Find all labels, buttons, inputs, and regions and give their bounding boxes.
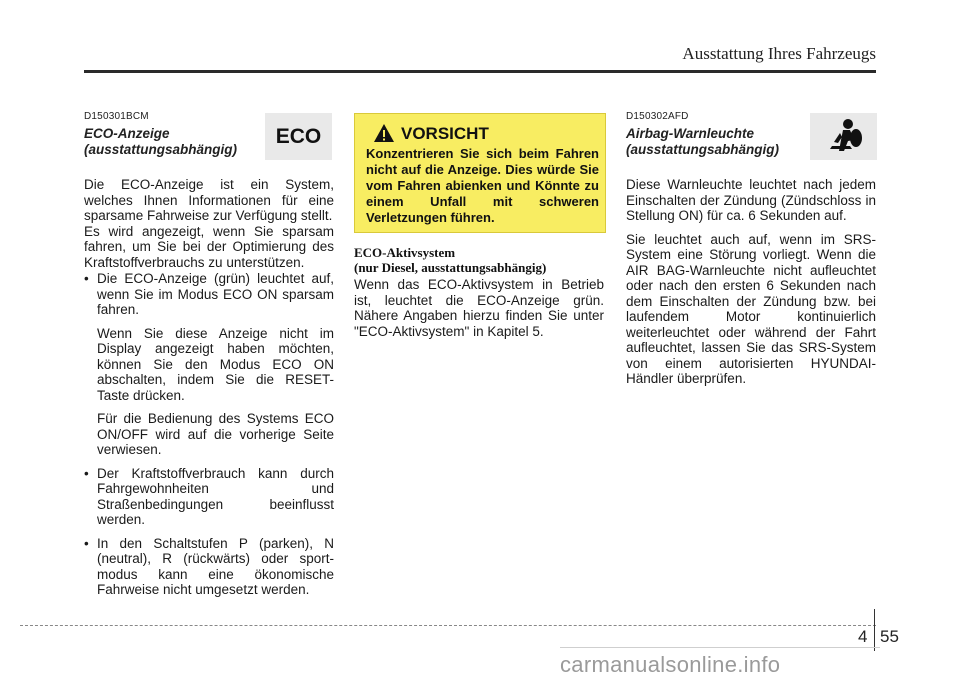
bullet-dot: • — [84, 465, 89, 481]
section-code: D150302AFD — [626, 111, 689, 122]
section-code: D150301BCM — [84, 111, 149, 122]
eco-active-heading-line2: (nur Diesel, ausstattungsabhängig) — [354, 260, 547, 275]
watermark-rule — [560, 647, 880, 648]
bullet-text: Die ECO-Anzeige (grün) leuchtet auf, wenn Sie im Modus ECO ON sparsam fahren. — [97, 271, 334, 317]
page-number: 55 — [880, 627, 899, 646]
paragraph: Diese Warnleuchte leuchtet nach jedem Einschalten der Zündung (Zündschloss in Stellung ON) für ca. 6 Sekunden auf. — [626, 177, 876, 223]
eco-active-heading-line1: ECO-Aktivsystem — [354, 245, 456, 260]
airbag-warning-icon — [810, 113, 877, 160]
bullet-item — [84, 271, 334, 458]
bullet-subparagraph: Wenn Sie diese Anzeige nicht im Display angezeigt haben möchten, können Sie den Modus ECO ON abschalten, indem Sie die RESET-Taste drücken. — [97, 325, 334, 403]
caution-text: Konzentrieren Sie sich beim Fahren nicht auf die Anzeige. Dies würde Sie vom Fahren abienken und Könnte zu einem Unfall mit schweren Verletzungen führen. — [366, 146, 599, 225]
bullet-dot: • — [84, 535, 89, 551]
section-heading — [84, 126, 237, 158]
section-heading — [626, 126, 779, 158]
eco-icon-label: ECO — [275, 125, 322, 148]
caution-box — [354, 113, 606, 233]
airbag-body-text — [626, 177, 876, 387]
eco-indicator-icon — [265, 113, 332, 160]
bullet-text: Der Kraftstoffverbrauch kann durch Fahrgewohnheiten und Straßenbedingungen beeinflusst werden. — [97, 465, 334, 527]
eco-body-text — [84, 177, 334, 598]
paragraph: Es wird angezeigt, wenn Sie sparsam fahren, um Sie bei der Optimierung des Kraftstoffverbrauchs zu unterstützen. — [84, 223, 334, 270]
paragraph: Die ECO-Anzeige ist ein System, welches Ihnen Informationen für eine sparsame Fahrweise zur Verfügung stellt. — [84, 177, 334, 223]
page-number-separator — [874, 609, 875, 651]
bullet-text: In den Schaltstufen P (parken), N (neutral), R (rückwärts) oder sport-modus kann eine ökonomische Fahrweise nicht umgesetzt werden. — [97, 535, 334, 597]
bullet-item — [84, 466, 334, 528]
warning-triangle-icon — [373, 123, 395, 143]
bullet-item — [84, 536, 334, 598]
eco-active-heading — [354, 245, 546, 275]
bullet-dot: • — [84, 271, 89, 286]
section-heading-line1: Airbag-Warnleuchte — [626, 126, 755, 141]
section-heading-line1: ECO-Anzeige — [84, 126, 170, 141]
footer-rule — [20, 625, 876, 626]
page-header-title: Ausstattung Ihres Fahrzeugs — [682, 44, 876, 63]
watermark-text: carmanualsonline.info — [560, 652, 781, 677]
section-heading-line2: (ausstattungsabhängig) — [84, 142, 238, 157]
caution-title: VORSICHT — [401, 124, 489, 143]
header-rule — [84, 70, 876, 73]
chapter-number: 4 — [858, 627, 868, 646]
bullet-subparagraph: Für die Bedienung des Systems ECO ON/OFF wird auf die vorherige Seite verwiesen. — [97, 411, 334, 457]
paragraph: Sie leuchtet auch auf, wenn im SRS-System eine Störung vorliegt. Wenn die AIR BAG-Warnleuchte nicht aufleuchtet oder nach den ersten 6 Sekunden nach dem Einschalten der Zündung bzw. bei laufendem Motor kontinuierlich weiterleuchtet oder während der Fahrt aufleuchtet, lassen Sie das SRS-System von einem autorisierten HYUNDAI-Händler überprüfen. — [626, 231, 876, 386]
section-heading-line2: (ausstattungsabhängig) — [626, 142, 780, 157]
eco-active-text: Wenn das ECO-Aktivsystem in Betrieb ist, leuchtet die ECO-Anzeige grün. Nähere Angaben hierzu finden Sie unter "ECO-Aktivsystem" in Kapitel 5. — [354, 277, 604, 339]
